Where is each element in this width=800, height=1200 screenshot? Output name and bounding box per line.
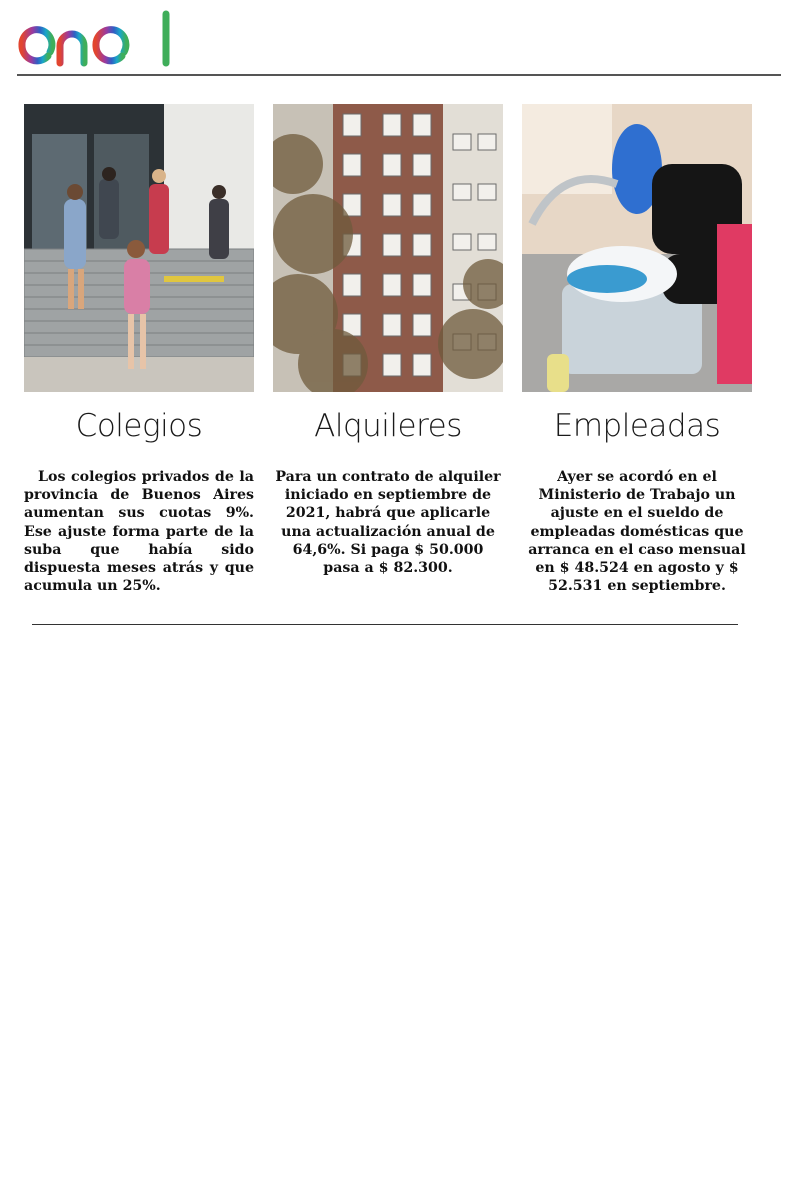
article-heading: Colegios xyxy=(75,408,203,444)
header-divider xyxy=(17,74,781,76)
article-caption: Para un contrato de alquiler iniciado en septiembre de 2021, habrá que aplicarle una actualización anual de 64,6%. Si paga $ 50.000 pasa a $ 82.300. xyxy=(275,469,501,577)
article-caption: Ayer se acordó en el Ministerio de Trabajo un ajuste en el sueldo de empleadas domésticas que arranca en el caso mensual en $ 48.524 en agosto y $ 52.531 en septiembre. xyxy=(528,469,746,595)
section-divider xyxy=(32,624,738,625)
article-heading: Empleadas xyxy=(553,408,721,444)
article-empleadas xyxy=(522,104,752,595)
enel-logo xyxy=(16,6,176,68)
article-heading: Alquileres xyxy=(314,408,462,444)
article-caption: Los colegios privados de la provincia de Buenos Aires aumentan sus cuotas 9%. Ese ajuste forma parte de la suba que había sido dispuesta meses atrás y que acumula un 25%. xyxy=(24,469,254,595)
dishwashing-photo xyxy=(522,104,752,392)
apartment-buildings-photo xyxy=(273,104,503,392)
article-alquileres xyxy=(273,104,503,577)
article-colegios xyxy=(24,104,254,595)
school-entrance-photo xyxy=(24,104,254,392)
